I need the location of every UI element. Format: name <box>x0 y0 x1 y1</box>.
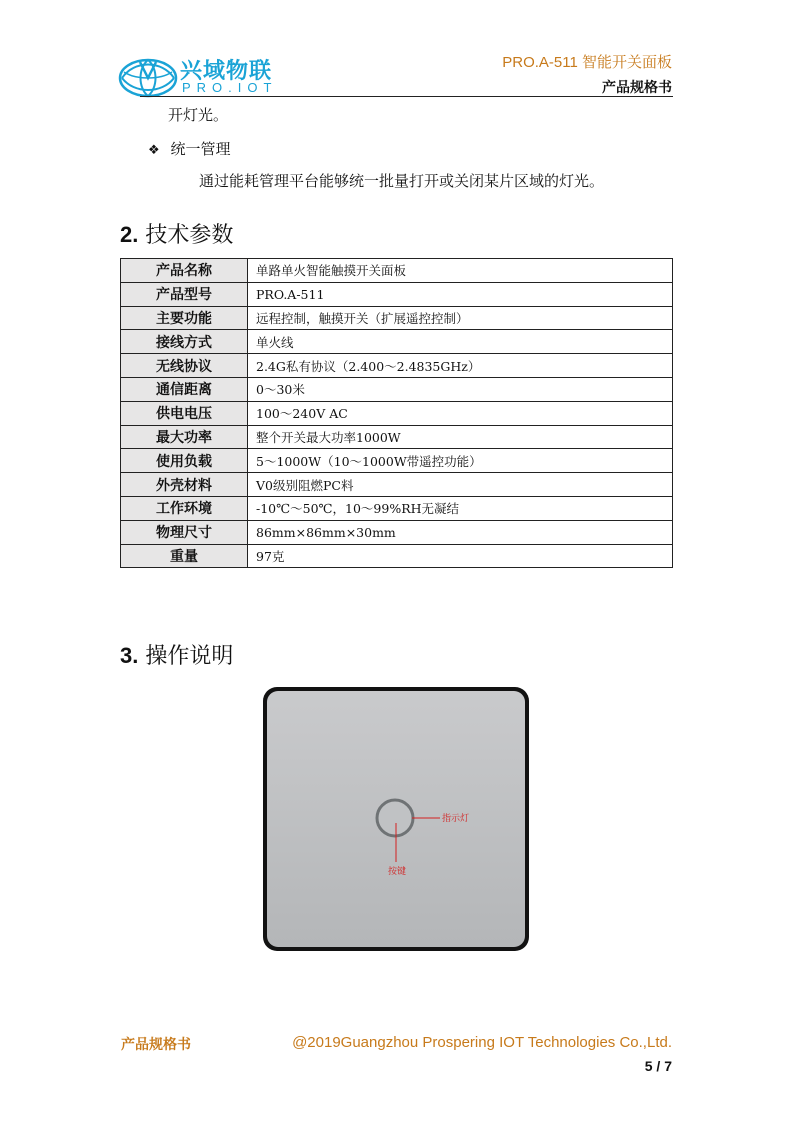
spec-value: 2.4G私有协议（2.400～2.4835GHz） <box>248 354 673 378</box>
spec-value: 单火线 <box>248 330 673 354</box>
bullet-description: 通过能耗管理平台能够统一批量打开或关闭某片区域的灯光。 <box>199 172 605 190</box>
spec-value: 86mm×86mm×30mm <box>248 520 673 544</box>
spec-value: 5～1000W（10～1000W带遥控功能） <box>248 449 673 473</box>
section-number: 2. <box>120 222 139 247</box>
spec-key: 接线方式 <box>121 330 248 354</box>
spec-row <box>121 282 673 306</box>
spec-key: 产品名称 <box>121 259 248 283</box>
spec-value: 单路单火智能触摸开关面板 <box>248 259 673 283</box>
spec-value: -10℃～50℃，10～99%RH无凝结 <box>248 496 673 520</box>
header-doc-type: 产品规格书 <box>602 80 672 96</box>
bullet-item <box>148 138 230 159</box>
spec-key: 产品型号 <box>121 282 248 306</box>
spec-row <box>121 473 673 497</box>
footer-copyright: @2019Guangzhou Prospering IOT Technologies Co.,Ltd. <box>292 1034 672 1051</box>
bullet-title: 统一管理 <box>170 140 231 158</box>
spec-row <box>121 449 673 473</box>
spec-key: 最大功率 <box>121 425 248 449</box>
device-photo <box>262 686 530 952</box>
header-product-name: PRO.A-511 智能开关面板 <box>502 54 672 71</box>
spec-key: 无线协议 <box>121 354 248 378</box>
header-divider <box>140 96 673 97</box>
spec-value: V0级别阻燃PC料 <box>248 473 673 497</box>
switch-panel-illustration <box>262 686 530 952</box>
spec-value: 整个开关最大功率1000W <box>248 425 673 449</box>
page-number: 5 / 7 <box>644 1058 672 1074</box>
section-heading-operation <box>120 639 233 670</box>
logo-globe-icon <box>118 50 178 98</box>
spec-row <box>121 520 673 544</box>
spec-value: 0～30米 <box>248 377 673 401</box>
spec-key: 重量 <box>121 544 248 568</box>
spec-row <box>121 377 673 401</box>
section-heading-specs <box>120 218 233 249</box>
spec-row <box>121 496 673 520</box>
spec-row <box>121 354 673 378</box>
spec-value: 远程控制，触摸开关（扩展遥控控制） <box>248 306 673 330</box>
spec-value: 97克 <box>248 544 673 568</box>
company-logo <box>118 50 288 98</box>
footer-doc-type: 产品规格书 <box>121 1037 191 1053</box>
bullet-diamond-icon: ❖ <box>148 143 160 158</box>
section-title: 技术参数 <box>145 223 234 248</box>
spec-row <box>121 544 673 568</box>
logo-text-cn: 兴域物联 <box>180 59 273 84</box>
spec-key: 工作环境 <box>121 496 248 520</box>
indicator-label: 指示灯 <box>442 814 470 824</box>
spec-key: 供电电压 <box>121 401 248 425</box>
spec-row <box>121 306 673 330</box>
spec-table <box>120 258 673 568</box>
logo-text-en: PRO.IOT <box>182 80 278 95</box>
spec-row <box>121 401 673 425</box>
section-number: 3. <box>120 643 139 668</box>
intro-continuation: 开灯光。 <box>168 106 229 124</box>
spec-key: 外壳材料 <box>121 473 248 497</box>
spec-row <box>121 259 673 283</box>
spec-key: 使用负载 <box>121 449 248 473</box>
section-title: 操作说明 <box>145 644 234 669</box>
spec-key: 物理尺寸 <box>121 520 248 544</box>
button-label: 按键 <box>388 867 407 877</box>
indicator-ring <box>377 800 413 836</box>
spec-row <box>121 330 673 354</box>
spec-key: 通信距离 <box>121 377 248 401</box>
spec-value: 100～240V AC <box>248 401 673 425</box>
spec-row <box>121 425 673 449</box>
spec-value: PRO.A-511 <box>248 282 673 306</box>
spec-key: 主要功能 <box>121 306 248 330</box>
